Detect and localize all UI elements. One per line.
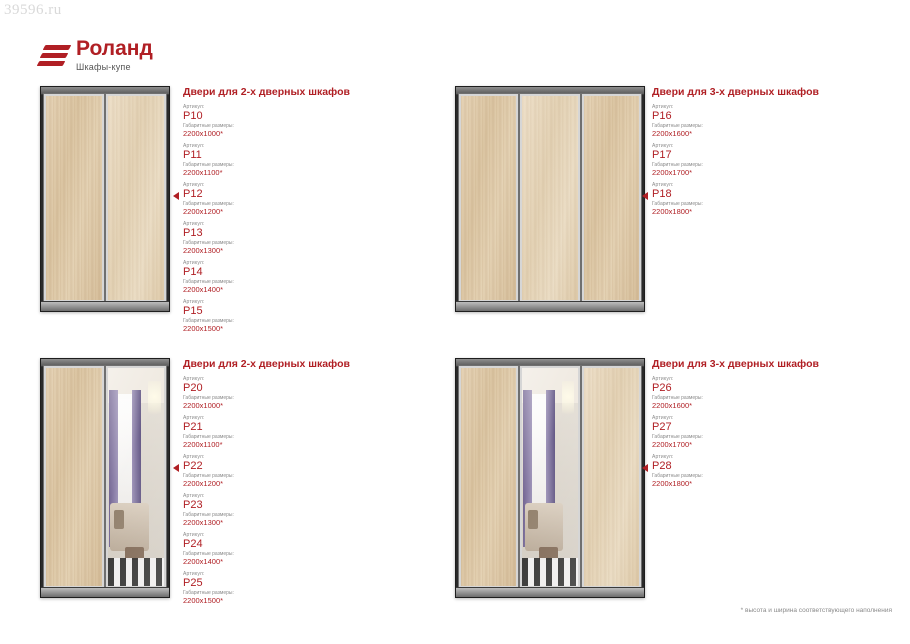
spec-item: [183, 493, 353, 527]
spec-item: [183, 532, 353, 566]
article-label: Артикул:: [183, 260, 205, 266]
spec-item: [183, 260, 353, 294]
wardrobe-illustration-2door-mirror: [40, 358, 170, 598]
dimensions-label: Габаритные размеры:: [183, 473, 234, 479]
door-panel-mirror: [520, 366, 579, 588]
article-label: Артикул:: [183, 143, 205, 149]
wardrobe-bottom-rail: [41, 301, 169, 311]
article-code: Р17: [652, 149, 672, 161]
door-panel-wood: [582, 94, 641, 302]
dimensions-label: Габаритные размеры:: [183, 201, 234, 207]
door-panel-wood: [44, 366, 104, 588]
door-panel-wood: [459, 366, 518, 588]
article-code: Р13: [183, 227, 203, 239]
article-label: Артикул:: [183, 532, 205, 538]
dimensions-value: 2200х1000*: [183, 401, 224, 410]
mirror-reflection: [108, 368, 164, 586]
spec-list-bottom-left: [183, 358, 353, 610]
article-code: Р26: [652, 382, 672, 394]
dimensions-label: Габаритные размеры:: [183, 318, 234, 324]
article-code: Р18: [652, 188, 672, 200]
wardrobe-doors: [44, 94, 166, 302]
spec-item: [183, 104, 353, 138]
article-code: Р23: [183, 499, 203, 511]
spec-item: [652, 143, 822, 177]
block-heading: Двери для 2-х дверных шкафов: [183, 86, 350, 98]
article-label: Артикул:: [183, 221, 205, 227]
wardrobe-doors: [44, 366, 166, 588]
dimensions-value: 2200х1800*: [652, 479, 693, 488]
spec-item: [183, 571, 353, 605]
article-code: Р22: [183, 460, 203, 472]
dimensions-value: 2200х1500*: [183, 596, 224, 605]
dimensions-label: Габаритные размеры:: [652, 162, 703, 168]
block-heading: Двери для 2-х дверных шкафов: [183, 358, 350, 370]
dimensions-value: 2200х1600*: [652, 129, 693, 138]
article-label: Артикул:: [652, 182, 674, 188]
dimensions-label: Габаритные размеры:: [183, 240, 234, 246]
dimensions-value: 2200х1200*: [183, 479, 224, 488]
dimensions-label: Габаритные размеры:: [652, 434, 703, 440]
wardrobe-bottom-rail: [456, 301, 644, 311]
article-code: Р21: [183, 421, 203, 433]
dimensions-label: Габаритные размеры:: [183, 123, 234, 129]
article-label: Артикул:: [183, 104, 205, 110]
spec-item: [183, 415, 353, 449]
article-label: Артикул:: [652, 104, 674, 110]
dimensions-value: 2200х1600*: [652, 401, 693, 410]
wardrobe-illustration-3door-wood: [455, 86, 645, 312]
wardrobe-illustration-2door-wood: [40, 86, 170, 312]
wardrobe-bottom-rail: [41, 587, 169, 597]
article-code: Р15: [183, 305, 203, 317]
article-label: Артикул:: [652, 454, 674, 460]
article-code: Р11: [183, 149, 202, 161]
article-label: Артикул:: [183, 299, 205, 305]
article-label: Артикул:: [183, 415, 205, 421]
dimensions-value: 2200х1800*: [652, 207, 693, 216]
dimensions-label: Габаритные размеры:: [183, 512, 234, 518]
brand-title: Роланд: [76, 37, 153, 60]
mirror-reflection: [522, 368, 577, 586]
spec-item-selected: [652, 182, 822, 216]
dimensions-label: Габаритные размеры:: [652, 395, 703, 401]
article-code: Р16: [652, 110, 672, 122]
dimensions-value: 2200х1700*: [652, 440, 693, 449]
spec-item-selected: [183, 182, 353, 216]
wardrobe-bottom-rail: [456, 587, 644, 597]
article-label: Артикул:: [183, 454, 205, 460]
dimensions-label: Габаритные размеры:: [652, 123, 703, 129]
spec-item: [183, 376, 353, 410]
logo-stripes-icon: [38, 43, 70, 69]
dimensions-value: 2200х1100*: [183, 440, 223, 449]
article-label: Артикул:: [652, 143, 674, 149]
dimensions-label: Габаритные размеры:: [183, 590, 234, 596]
spec-item: [183, 143, 353, 177]
door-panel-mirror: [106, 366, 166, 588]
spec-item: [652, 415, 822, 449]
article-code: Р12: [183, 188, 203, 200]
article-label: Артикул:: [652, 376, 674, 382]
article-code: Р20: [183, 382, 203, 394]
wardrobe-doors: [459, 94, 641, 302]
spec-list-top-left: [183, 86, 353, 338]
dimensions-value: 2200х1200*: [183, 207, 224, 216]
door-panel-wood: [459, 94, 518, 302]
article-label: Артикул:: [183, 571, 205, 577]
dimensions-label: Габаритные размеры:: [183, 551, 234, 557]
site-watermark: 39596.ru: [4, 2, 62, 18]
dimensions-value: 2200х1300*: [183, 518, 224, 527]
dimensions-label: Габаритные размеры:: [183, 395, 234, 401]
door-panel-wood: [520, 94, 579, 302]
dimensions-value: 2200х1700*: [652, 168, 693, 177]
article-code: Р27: [652, 421, 672, 433]
block-heading: Двери для 3-х дверных шкафов: [652, 358, 819, 370]
dimensions-label: Габаритные размеры:: [183, 434, 234, 440]
article-code: Р14: [183, 266, 203, 278]
spec-list-top-right: [652, 86, 822, 221]
block-heading: Двери для 3-х дверных шкафов: [652, 86, 819, 98]
spec-list-bottom-right: [652, 358, 822, 493]
dimensions-value: 2200х1000*: [183, 129, 224, 138]
dimensions-label: Габаритные размеры:: [652, 473, 703, 479]
dimensions-value: 2200х1400*: [183, 285, 224, 294]
door-panel-wood: [44, 94, 104, 302]
article-code: Р10: [183, 110, 203, 122]
dimensions-value: 2200х1100*: [183, 168, 223, 177]
spec-item: [652, 104, 822, 138]
door-panel-wood: [106, 94, 166, 302]
spec-item: [183, 299, 353, 333]
dimensions-label: Габаритные размеры:: [183, 279, 234, 285]
wardrobe-illustration-3door-mirror: [455, 358, 645, 598]
door-panel-wood: [582, 366, 641, 588]
dimensions-label: Габаритные размеры:: [183, 162, 234, 168]
brand-logo: [38, 38, 153, 72]
article-code: Р25: [183, 577, 203, 589]
dimensions-label: Габаритные размеры:: [652, 201, 703, 207]
article-label: Артикул:: [183, 376, 205, 382]
article-label: Артикул:: [652, 415, 674, 421]
spec-item: [183, 221, 353, 255]
wardrobe-doors: [459, 366, 641, 588]
article-label: Артикул:: [183, 493, 205, 499]
spec-item-selected: [652, 454, 822, 488]
brand-subtitle: Шкафы-купе: [76, 62, 131, 72]
spec-item: [652, 376, 822, 410]
dimensions-value: 2200х1400*: [183, 557, 224, 566]
dimensions-value: 2200х1300*: [183, 246, 224, 255]
spec-item-selected: [183, 454, 353, 488]
article-code: Р24: [183, 538, 203, 550]
article-label: Артикул:: [183, 182, 205, 188]
article-code: Р28: [652, 460, 672, 472]
footnote-text: * высота и ширина соответствующего наполнения: [740, 607, 892, 614]
dimensions-value: 2200х1500*: [183, 324, 224, 333]
